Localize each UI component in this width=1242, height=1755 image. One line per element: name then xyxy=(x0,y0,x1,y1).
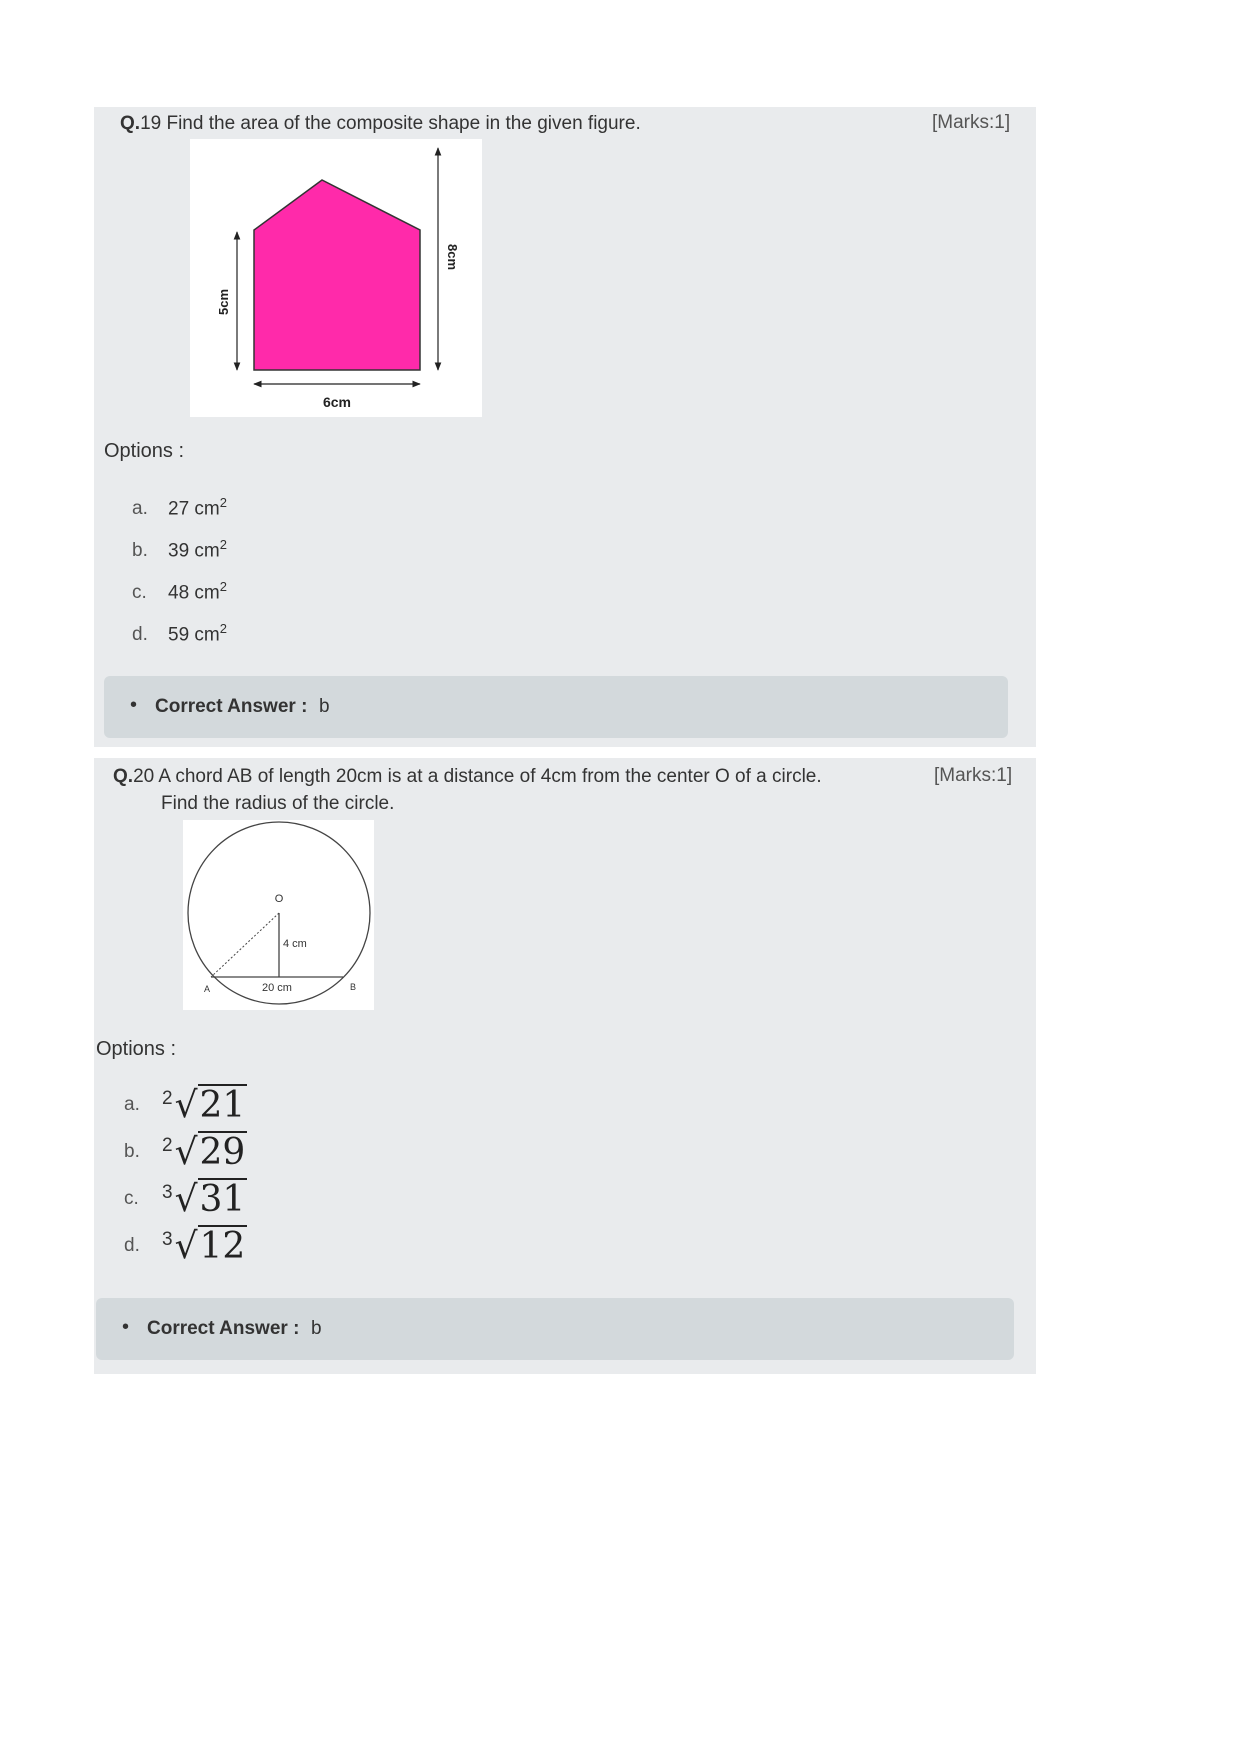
answer-value: b xyxy=(319,696,330,717)
correct-answer-box xyxy=(104,676,1008,738)
option-letter: c. xyxy=(124,1188,139,1209)
answer-label: Correct Answer : xyxy=(147,1318,300,1339)
option-c xyxy=(132,579,227,604)
option-letter: b. xyxy=(124,1141,140,1162)
marks-label: [Marks:1] xyxy=(932,112,1011,133)
question-text-line2: Find the radius of the circle. xyxy=(161,793,395,814)
question-number: 20 xyxy=(133,766,155,787)
option-letter: d. xyxy=(124,1235,140,1256)
center-label: O xyxy=(274,893,284,905)
option-value: 48 cm xyxy=(168,582,220,604)
point-a-label: A xyxy=(204,984,211,994)
option-c xyxy=(124,1177,247,1221)
question-prefix: Q. xyxy=(113,766,134,787)
question-body: A chord AB of length 20cm is at a distance of 4cm from the center O of a circle. xyxy=(154,766,822,787)
question-19-block xyxy=(94,107,1036,747)
composite-shape-figure xyxy=(190,139,482,417)
square-root-symbol: √ xyxy=(174,1084,198,1126)
answer-label: Correct Answer : xyxy=(155,696,308,717)
options-label: Options : xyxy=(104,440,185,462)
answer-value: b xyxy=(311,1318,322,1339)
option-radicand: 31 xyxy=(199,1179,246,1220)
option-d xyxy=(132,621,227,646)
option-a xyxy=(124,1083,247,1127)
option-d xyxy=(124,1224,247,1268)
option-radicand: 29 xyxy=(199,1132,246,1173)
option-exponent: 2 xyxy=(219,621,227,636)
option-b xyxy=(132,537,227,562)
square-root-symbol: √ xyxy=(174,1225,198,1267)
option-a xyxy=(132,495,227,520)
question-text xyxy=(113,763,822,790)
circle-chord-figure xyxy=(183,820,374,1010)
option-coefficient: 3 xyxy=(162,1229,173,1250)
height-left-label: 5cm xyxy=(216,288,231,316)
question-text xyxy=(120,110,641,137)
option-exponent: 2 xyxy=(219,537,227,552)
option-letter: c. xyxy=(132,582,147,604)
height-right-label: 8cm xyxy=(445,243,460,271)
option-letter: b. xyxy=(132,540,148,562)
width-label: 6cm xyxy=(322,394,352,410)
option-coefficient: 2 xyxy=(162,1135,173,1156)
question-20-block xyxy=(94,758,1036,1374)
option-value: 39 cm xyxy=(168,540,220,562)
question-prefix: Q. xyxy=(120,113,141,134)
square-root-symbol: √ xyxy=(174,1131,198,1173)
point-b-label: B xyxy=(350,982,357,992)
option-radicand: 12 xyxy=(199,1226,246,1267)
answer-bullet: • xyxy=(122,1316,130,1338)
square-root-symbol: √ xyxy=(174,1178,198,1220)
question-body: Find the area of the composite shape in the given figure. xyxy=(161,113,641,134)
question-number: 19 xyxy=(140,113,162,134)
distance-label: 4 cm xyxy=(283,938,307,950)
option-letter: a. xyxy=(132,498,148,520)
answer-bullet: • xyxy=(130,694,138,716)
option-letter: a. xyxy=(124,1094,140,1115)
composite-shape-diagram xyxy=(190,139,482,417)
correct-answer-box xyxy=(96,1298,1014,1360)
radius-line xyxy=(211,913,279,977)
option-value: 27 cm xyxy=(168,498,220,520)
option-b xyxy=(124,1130,247,1174)
option-exponent: 2 xyxy=(219,495,227,510)
chord-length-label: 20 cm xyxy=(262,982,292,994)
option-letter: d. xyxy=(132,624,148,646)
option-value: 59 cm xyxy=(168,624,220,646)
pentagon-shape xyxy=(254,180,420,370)
circle-chord-diagram xyxy=(183,820,374,1010)
option-coefficient: 3 xyxy=(162,1182,173,1203)
option-radicand: 21 xyxy=(199,1085,246,1126)
marks-label: [Marks:1] xyxy=(934,765,1013,786)
options-label: Options : xyxy=(96,1038,177,1060)
option-coefficient: 2 xyxy=(162,1088,173,1109)
option-exponent: 2 xyxy=(219,579,227,594)
